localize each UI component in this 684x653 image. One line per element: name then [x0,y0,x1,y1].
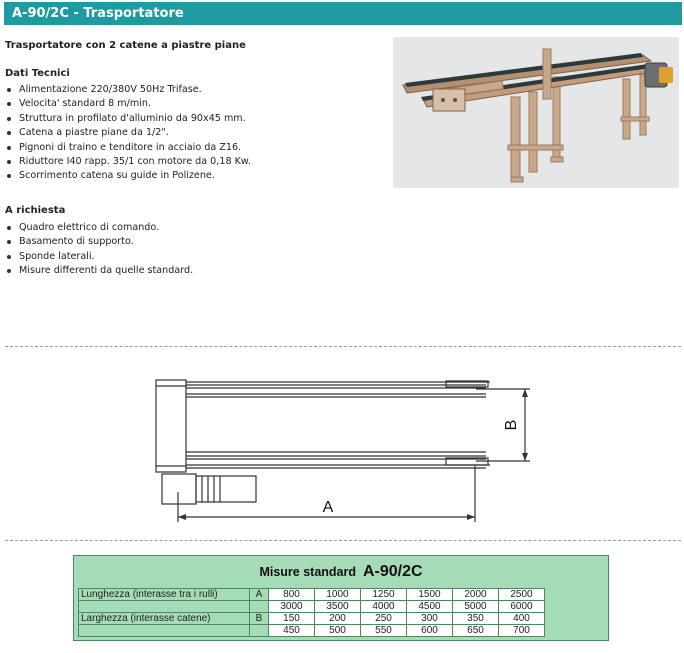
table-cell: 350 [453,613,499,625]
standard-measures-table [73,555,609,641]
table-cell: 250 [361,613,407,625]
conveyor-photo-illustration [393,37,679,188]
list-item: Velocita' standard 8 m/min. [5,97,251,111]
table-cell: 3500 [315,601,361,613]
technical-data-list [5,83,251,184]
table-title-text: Misure standard [259,565,357,579]
table-cell: 150 [269,613,315,625]
list-item: Sponde laterali. [5,250,193,264]
on-request-list [5,221,193,279]
list-item: Quadro elettrico di comando. [5,221,193,235]
table-cell: 1500 [407,589,453,601]
table-cell: 200 [315,613,361,625]
technical-data-title: Dati Tecnici [5,68,70,79]
list-item: Riduttore I40 rapp. 35/1 con motore da 0,18 Kw. [5,155,251,169]
table-row [79,589,545,601]
page-header [4,2,682,25]
table-title [74,556,608,588]
table-cell: 450 [269,625,315,637]
table-cell: 5000 [453,601,499,613]
table-cell: 300 [407,613,453,625]
row-label: Lunghezza (interasse tra i rulli) [79,589,250,601]
table-row [79,613,545,625]
table-cell: 6000 [499,601,545,613]
divider-bottom [5,540,681,541]
table-cell: 500 [315,625,361,637]
row-label [79,601,250,613]
dimension-a-label: A [322,499,334,516]
technical-drawing [150,372,550,528]
row-label [79,625,250,637]
on-request-title: A richiesta [5,205,66,216]
table-cell: 2500 [499,589,545,601]
row-key: A [250,589,269,601]
table-cell: 4000 [361,601,407,613]
page-title: A-90/2C - Trasportatore [12,6,184,21]
divider-top [5,346,681,347]
list-item: Struttura in profilato d'alluminio da 90x45 mm. [5,112,251,126]
measures-grid [78,588,545,637]
row-key: B [250,613,269,625]
product-subtitle: Trasportatore con 2 catene a piastre piane [5,40,246,51]
table-cell: 400 [499,613,545,625]
table-cell: 550 [361,625,407,637]
table-model: A-90/2C [362,563,423,580]
table-cell: 2000 [453,589,499,601]
list-item: Basamento di supporto. [5,235,193,249]
dimension-b-label: B [503,419,520,431]
table-cell: 700 [499,625,545,637]
list-item: Catena a piastre piane da 1/2". [5,126,251,140]
list-item: Alimentazione 220/380V 50Hz Trifase. [5,83,251,97]
row-key [250,625,269,637]
table-cell: 3000 [269,601,315,613]
list-item: Pignoni di traino e tenditore in acciaio da Z16. [5,141,251,155]
list-item: Scorrimento catena su guide in Polizene. [5,169,251,183]
row-key [250,601,269,613]
product-photo [393,37,679,188]
table-cell: 4500 [407,601,453,613]
table-cell: 800 [269,589,315,601]
row-label: Larghezza (interasse catene) [79,613,250,625]
table-row [79,625,545,637]
conveyor-plan-drawing [150,372,550,528]
table-cell: 1250 [361,589,407,601]
table-row [79,601,545,613]
table-cell: 600 [407,625,453,637]
table-cell: 1000 [315,589,361,601]
table-cell: 650 [453,625,499,637]
list-item: Misure differenti da quelle standard. [5,264,193,278]
